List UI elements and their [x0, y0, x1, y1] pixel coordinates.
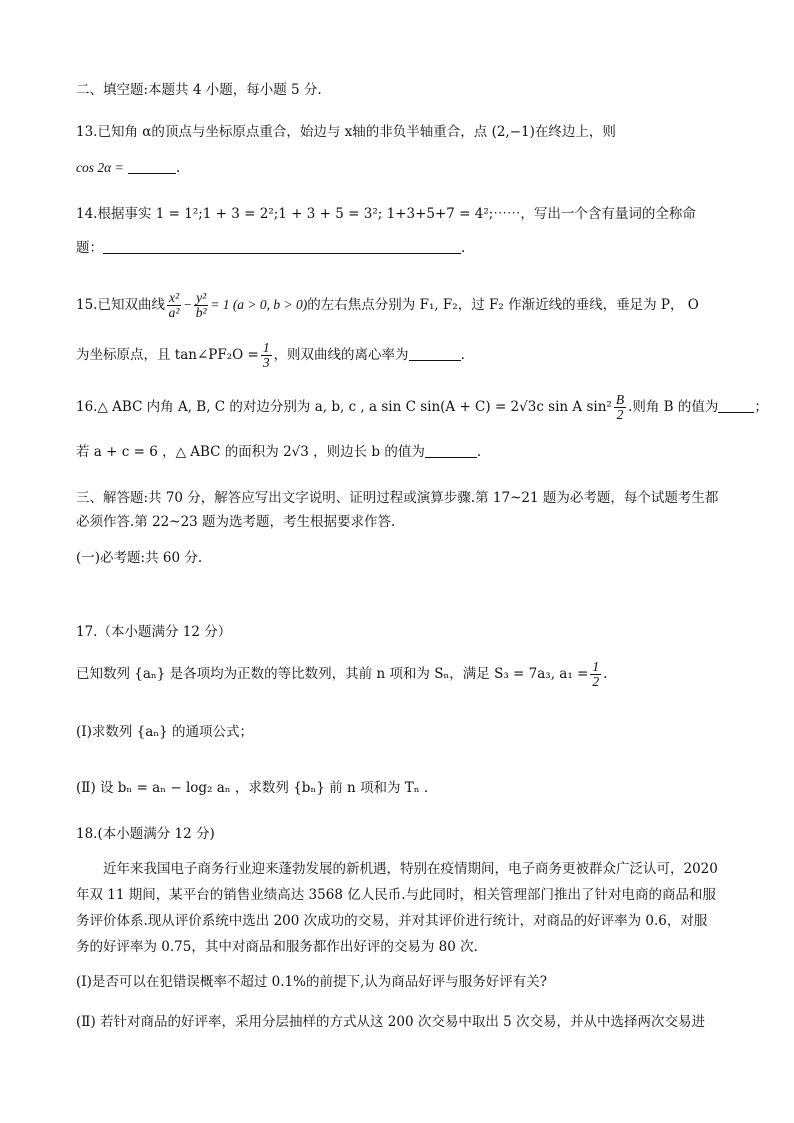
- q15-answer-blank[interactable]: [409, 346, 461, 361]
- q13-answer-blank[interactable]: [128, 159, 176, 174]
- q16-equation: 16.△ ABC 内角 A, B, C 的对边分别为 a, b, c , a sin C sin(A + C) = 2√3c sin A sin²: [76, 399, 612, 415]
- q15-minus: −: [183, 297, 193, 312]
- question-14-line-2: 题： .: [76, 240, 466, 256]
- question-13-line-1: 13.已知角 α的顶点与坐标原点重合，始边与 x轴的非负半轴重合，点 (2,−1)在终边上，则: [76, 124, 616, 140]
- q13-expression: cos 2α =: [76, 160, 124, 175]
- section-heading-solutions-1: 三、解答题:共 70 分，解答应写出文字说明、证明过程或演算步骤.第 17~21 题为必考题，每个试题考生都: [76, 490, 719, 506]
- q16-answer-blank-1[interactable]: [718, 398, 754, 413]
- question-14-line-1: 14.根据事实 1 = 1²;1 + 3 = 2²;1 + 3 + 5 = 3²; 1+3+5+7 = 4²;⋯⋯，写出一个含有量词的全称命: [76, 206, 696, 222]
- question-17-stem: 已知数列 {aₙ} 是各项均为正数的等比数列，其前 n 项和为 Sₙ，满足 S₃ = 7a₃, a₁ = $\frac{1}{2}$ .: [76, 659, 608, 689]
- question-16-line-2: 若 a + c = 6 ，△ ABC 的面积为 2√3 ，则边长 b 的值为 .: [76, 444, 482, 460]
- q16-answer-blank-2[interactable]: [425, 443, 477, 458]
- q15-fraction-third: $\frac{1}{3}$: [262, 340, 270, 370]
- section-heading-solutions-2: 必须作答.第 22~23 题为选考题，考生根据要求作答.: [76, 514, 396, 530]
- q15-tan-condition: 为坐标原点，且 tan∠PF₂O =: [76, 347, 259, 363]
- section-subheading-required: (一)必考题:共 60 分.: [76, 550, 203, 566]
- question-17-part-1: (Ⅰ)求数列 {aₙ} 的通项公式；: [76, 724, 254, 740]
- question-13-line-2: cos 2α = .: [76, 160, 181, 176]
- q15-question: ，则双曲线的离心率为: [273, 347, 409, 363]
- question-17-part-2: (Ⅱ) 设 bₙ = aₙ − log₂ aₙ ，求数列 {bₙ} 前 n 项和为 Tₙ .: [76, 780, 429, 796]
- q15-fraction-y: $\frac{\text{y²}}{\text{b²}}$: [195, 290, 207, 320]
- question-18-paragraph: 近年来我国电子商务行业迎来蓬勃发展的新机遇，特别在疫情期间，电子商务更被群众广泛认可，2020 年双 11 期间，某平台的销售业绩高达 3568 亿人民币.与此同时，相关管理部门推出了针对电商的商品和服务评价体系.现从评价系统中选出 200 次成功的交易，并对其评价进行统计，对商品的好评率为 0.6，对服务的好评率为 0.75，其中对商品和服务都作出好评的交易为 80 次.: [76, 861, 718, 955]
- q15-prefix: 15.已知双曲线: [76, 297, 165, 313]
- q15-fraction-x: $\frac{\text{x²}}{\text{a²}}$: [168, 290, 180, 320]
- q15-condition: = 1 (a > 0, b > 0): [210, 297, 308, 312]
- q14-answer-blank[interactable]: [103, 239, 461, 254]
- section-heading-fill-blank: 二、填空题:本题共 4 小题，每小题 5 分.: [76, 82, 322, 98]
- question-16-line-1: 16.△ ABC 内角 A, B, C 的对边分别为 a, b, c , a sin C sin(A + C) = 2√3c sin A sin² $\frac{B}{2}$ .则角 B 的值为 ；: [76, 392, 768, 422]
- question-15-line-2: 为坐标原点，且 tan∠PF₂O = $\frac{1}{3}$ ，则双曲线的离心率为 .: [76, 340, 465, 370]
- q16-fraction-b-half: $\frac{B}{2}$: [615, 392, 625, 422]
- question-18-part-1: (Ⅰ)是否可以在犯错误概率不超过 0.1%的前提下,认为商品好评与服务好评有关?: [76, 974, 547, 990]
- q17-fraction-half: $\frac{1}{2}$: [592, 659, 600, 689]
- question-17-title: 17.（本小题满分 12 分）: [76, 624, 232, 640]
- q16-question-b: .则角 B 的值为: [628, 399, 719, 415]
- q17-stem-text: 已知数列 {aₙ} 是各项均为正数的等比数列，其前 n 项和为 Sₙ，满足 S₃ = 7a₃, a₁ =: [76, 666, 589, 682]
- question-18-part-2: (Ⅱ) 若针对商品的好评率，采用分层抽样的方式从这 200 次交易中取出 5 次交易，并从中选择两次交易进: [76, 1014, 706, 1030]
- q16-area-condition: 若 a + c = 6 ，△ ABC 的面积为 2√3 ，则边长 b 的值为: [76, 444, 425, 460]
- q15-middle-text: 的左右焦点分别为 F₁, F₂，过 F₂ 作渐近线的垂线，垂足为 P， O: [307, 297, 699, 313]
- question-18-title: 18.(本小题满分 12 分): [76, 826, 215, 842]
- question-15-line-1: [76, 290, 718, 320]
- q14-label: 题：: [76, 240, 103, 256]
